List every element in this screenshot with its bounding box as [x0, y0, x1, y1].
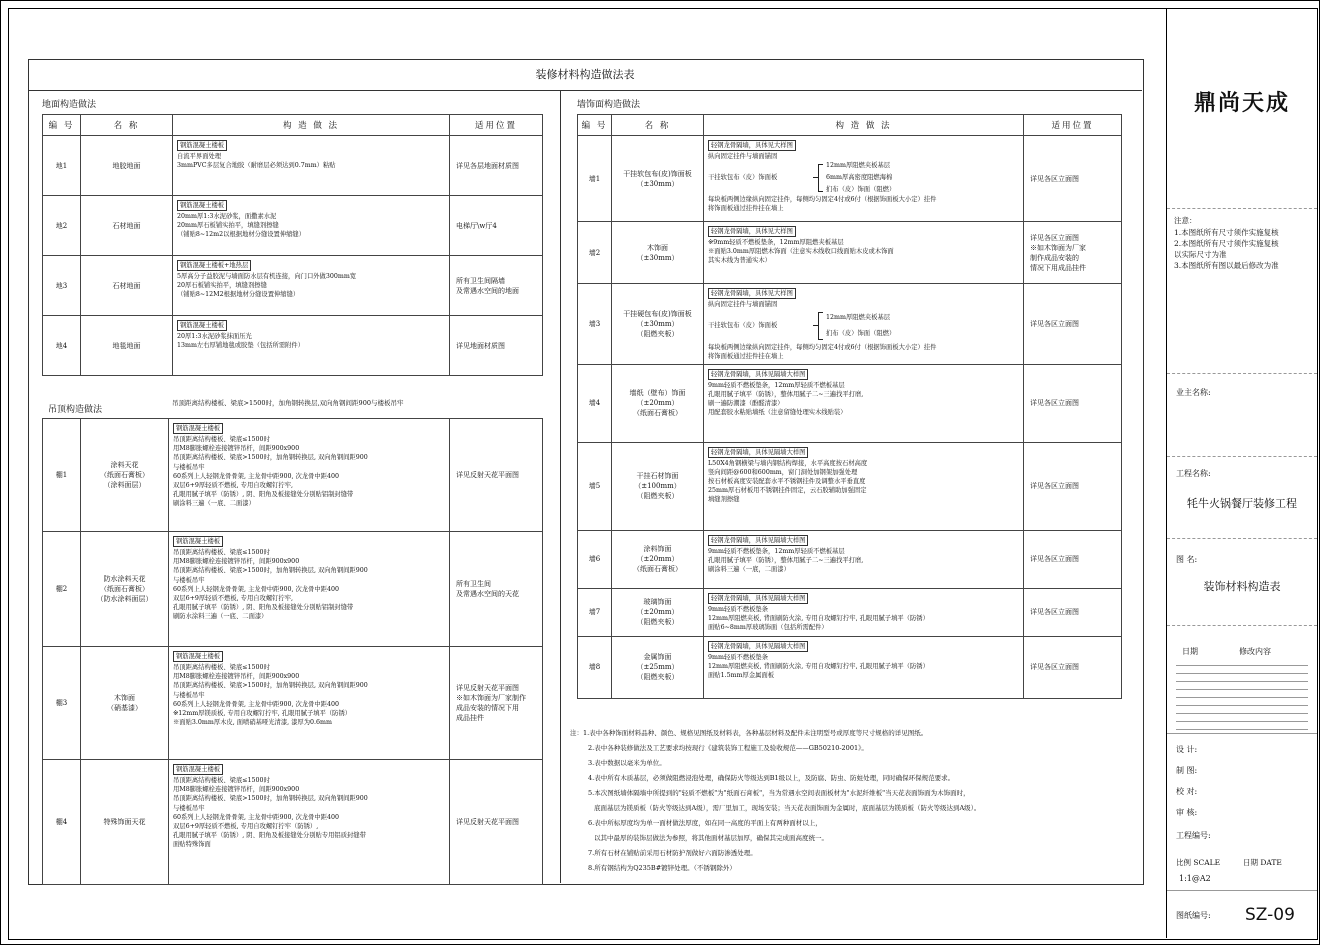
- ceiling-row: [43, 760, 543, 885]
- method-line: 20厚1:3水泥砂浆抹面压光: [177, 333, 252, 340]
- designer-label: 设 计:: [1176, 745, 1198, 754]
- header-method: 构 造 做 法: [704, 115, 1024, 136]
- name-line: （防水涂料面层）: [96, 595, 153, 603]
- layer-brace: [708, 161, 1019, 195]
- row-method: [173, 256, 450, 316]
- row-method: [173, 316, 450, 376]
- row-name: [612, 636, 704, 698]
- location-line: 详见各区立面图: [1030, 233, 1079, 242]
- wall-row: [578, 530, 1122, 588]
- method-line: 双层6+9厚轻质不燃板, 专用自攻螺钉拧牢（防锈）,: [173, 823, 319, 831]
- method-line: L50X4角钢横梁与墙内钢结构焊接，水平高度按石材高度: [708, 459, 868, 467]
- row-location: [450, 647, 543, 760]
- method-line: 13mm左右厚铺地毯或胶垫（包括所需附件）: [177, 342, 305, 350]
- row-method: [704, 636, 1024, 698]
- row-method: [704, 442, 1024, 530]
- name-line: 涂料天花: [110, 461, 139, 469]
- name-line: 防水涂料天花: [103, 575, 146, 583]
- floor-row: [43, 136, 543, 196]
- drawing-number: SZ-09: [1245, 905, 1295, 925]
- row-method: [169, 419, 450, 532]
- name-line: 玻璃饰面: [643, 598, 672, 607]
- method-line: 吊顶距离结构楼板、梁底≤1500时: [173, 664, 270, 671]
- method-line: 面贴1.5mm厚金属面板: [708, 672, 775, 680]
- notes-title: 注意：: [1174, 216, 1197, 225]
- row-location: [1024, 442, 1122, 530]
- header-location: 适用位置: [450, 115, 543, 136]
- checker-label: 校 对:: [1176, 787, 1198, 796]
- name-line: （硝基漆）: [107, 704, 142, 712]
- center-divider: [560, 91, 561, 883]
- row-location: [1024, 136, 1122, 222]
- method-line: （铺贴8~12m2以根据地材分缝设置伸缩缝）: [177, 231, 306, 239]
- location-line: 所有卫生间隔墙: [456, 276, 505, 285]
- method-line: 吊顶距离结构楼板、梁底≤1500时: [173, 549, 270, 556]
- floor-header-row: [43, 115, 543, 136]
- name-line: 地胶地面: [112, 161, 141, 170]
- wall-row: [578, 588, 1122, 636]
- reviewer-label: 审 核:: [1176, 808, 1198, 817]
- method-line: 9mm轻质不燃板垫条，12mm厚轻质不燃板基层: [708, 547, 845, 555]
- row-name: [81, 760, 169, 885]
- note-line: 3.表中数据以毫米为单位。: [588, 759, 666, 767]
- ceiling-table: [42, 418, 543, 885]
- drawing-name-label: 图 名:: [1176, 555, 1198, 564]
- name-line: 涂料饰面: [643, 545, 672, 554]
- method-line: 将饰面板通过挂件挂在墙上: [708, 205, 784, 213]
- header-method: 构 造 做 法: [173, 115, 450, 136]
- location-line: 及常遇水空间的地面: [456, 286, 519, 295]
- floor-table: [42, 114, 543, 376]
- row-location: [450, 256, 543, 316]
- row-location: [450, 136, 543, 196]
- ceiling-section-title: 吊顶构造做法: [48, 405, 103, 415]
- title-note: 以实际尺寸为准: [1174, 250, 1227, 259]
- method-line: 用M8膨胀螺栓连接镀锌吊杆，间距900x900: [173, 786, 300, 794]
- name-line: 地毯地面: [112, 341, 141, 350]
- header-name: 名 称: [81, 115, 173, 136]
- wall-row: [578, 364, 1122, 442]
- method-line: 吊顶距离结构楼板、梁底>1500时，加角钢转换层, 双向角钢间距900: [173, 795, 368, 803]
- note-line: 以其中最厚的装饰层做法为参照，将其他面材基层加厚，确保其完成面高度统一。: [594, 834, 828, 842]
- wall-row: [578, 284, 1122, 365]
- wall-row: [578, 222, 1122, 284]
- wall-row: [578, 442, 1122, 530]
- method-line: 9mm轻质不燃板垫条，12mm厚轻质不燃板基层: [708, 381, 845, 389]
- method-line: 刷防水涂料三遍（一底、二面漆）: [173, 613, 268, 621]
- row-name: [612, 222, 704, 284]
- divider: [1167, 208, 1317, 209]
- location-line: 成品安装的情况下用: [456, 704, 519, 712]
- name-line: 干挂软包布(皮)饰面板: [623, 169, 692, 178]
- method-line: 3mmPVC多层复合地胶（耐磨层必须达到0.7mm）粘贴: [177, 162, 336, 170]
- row-name: [81, 316, 173, 376]
- ceiling-section-note: 吊顶距离结构楼板、梁底>1500时，加角钢转换层,双向角钢间距900与楼板吊牢: [172, 399, 404, 407]
- method-line: 纵向固定挂件与墙面锚固: [708, 153, 778, 160]
- brace-lead: 干挂软包布（皮）饰面板: [708, 174, 778, 182]
- row-name: [612, 364, 704, 442]
- brace-item: 6mm厚高密度阻燃海棉: [826, 174, 893, 182]
- name-line: 墙纸（壁布）饰面: [629, 389, 686, 398]
- row-location: [1024, 364, 1122, 442]
- divider: [1167, 733, 1317, 734]
- row-location: [450, 316, 543, 376]
- row-code: 墙2: [578, 222, 612, 284]
- row-method: [704, 588, 1024, 636]
- project-name: 牦牛火锅餐厅装修工程: [1187, 497, 1297, 510]
- name-line: 石材地面: [112, 281, 141, 290]
- location-line: 详见各区立面图: [1030, 482, 1079, 491]
- wall-header-row: [578, 115, 1122, 136]
- location-line: 详见各区立面图: [1030, 399, 1079, 408]
- row-code: 墙4: [578, 364, 612, 442]
- row-location: [450, 532, 543, 647]
- floor-row: [43, 256, 543, 316]
- name-line: （±20mm）: [636, 399, 679, 408]
- title-note: 1.本图纸所有尺寸须作实施复核: [1174, 228, 1279, 237]
- base-layer-label: 轻钢龙骨隔墙，具体见隔墙大样图: [708, 535, 808, 546]
- location-line: 详见反射天花平面图: [456, 471, 519, 479]
- row-name: [612, 136, 704, 222]
- row-code: 墙8: [578, 636, 612, 698]
- header-location: 适用位置: [1024, 115, 1122, 136]
- drafter-label: 制 图:: [1176, 766, 1198, 775]
- method-line: 与楼板吊牢: [173, 691, 205, 699]
- name-line: 干挂石材饰面: [636, 472, 679, 481]
- note-line: 2.表中各种装修做法及工艺要求均按现行《建筑装饰工程施工及验收规范——GB50210-2001》。: [588, 744, 868, 752]
- header-name: 名 称: [612, 115, 704, 136]
- base-layer-label: 钢筋混凝土楼板+地热层: [177, 260, 251, 271]
- method-line: 与楼板吊牢: [173, 804, 205, 812]
- row-method: [704, 222, 1024, 284]
- brace-lead: 干挂软包布（皮）饰面板: [708, 322, 778, 330]
- method-line: 孔眼用腻子填平（防锈）, 阴、阳角及板接缝处分别贴铝制封缝带: [173, 491, 354, 499]
- row-code: 墙3: [578, 284, 612, 365]
- method-line: 其实木线为普通实木）: [708, 257, 771, 265]
- method-line: 20厚石板铺实拍平，填缝剂擦缝: [177, 282, 267, 290]
- base-layer-label: 钢筋混凝土楼板: [177, 200, 227, 211]
- row-name: [81, 647, 169, 760]
- method-line: 用配套胶水粘贴墙纸（注意留缝处理实木线贴装）: [708, 409, 847, 417]
- method-line: 60系列上人轻钢龙骨骨架, 主龙骨中距900, 次龙骨中距400: [173, 813, 339, 821]
- name-line: （阻燃夹板）: [636, 492, 679, 501]
- method-line: 与楼板吊牢: [173, 576, 205, 584]
- divider: [1167, 456, 1317, 457]
- wall-section-title: 墙饰面构造做法: [577, 100, 641, 110]
- row-code: 墙1: [578, 136, 612, 222]
- name-line: （±25mm）: [636, 663, 679, 672]
- row-name: [81, 136, 173, 196]
- header-code: 编 号: [578, 115, 612, 136]
- row-location: [450, 419, 543, 532]
- note-line: 7.所有石材在铺贴前采用石材防护剂做好六面防渗透处理。: [588, 849, 757, 857]
- location-line: 详见各区立面图: [1030, 174, 1079, 183]
- row-code: 地2: [43, 196, 81, 256]
- location-line: 详见各区立面图: [1030, 555, 1079, 564]
- scale-value: 1:1@A2: [1179, 874, 1211, 883]
- name-line: 特殊饰面天花: [103, 818, 146, 826]
- method-line: 9mm轻质不燃板垫条: [708, 653, 769, 661]
- base-layer-label: 钢筋混凝土楼板: [173, 651, 223, 662]
- base-layer-label: 钢筋混凝土楼板: [173, 536, 223, 547]
- location-line: 详见各区立面图: [1030, 608, 1079, 617]
- floor-section-title: 地面构造做法: [42, 100, 97, 110]
- wall-table: [577, 114, 1122, 699]
- date-label: 日期 DATE: [1243, 858, 1282, 867]
- title-block: [1166, 8, 1317, 938]
- method-line: 面贴特殊饰面: [173, 841, 211, 849]
- name-line: 干挂硬包布(皮)饰面板: [623, 309, 692, 318]
- location-line: 电梯厅\w厅4: [456, 221, 497, 230]
- revision-date-label: 日期: [1182, 647, 1198, 656]
- base-layer-label: 钢筋混凝土楼板: [173, 764, 223, 775]
- name-line: （±30mm）: [636, 253, 679, 262]
- note-line: 5.本次图纸墙体隔墙中所提到的"轻质不燃板"为"纸面石膏板"，当为常遇水空间表面板材为"水泥纤维板"当天花表面饰面为木饰面时，: [588, 789, 970, 797]
- method-line: ※面贴3.0mm厚木皮, 面喷硝基哑光清漆, 漆厚为0.6mm: [173, 719, 332, 727]
- row-code: 墙5: [578, 442, 612, 530]
- method-line: 吊顶距离结构楼板、梁底>1500时，加角钢转换层, 双向角钢间距900: [173, 682, 368, 690]
- name-line: （±30mm）: [636, 319, 679, 328]
- location-line: 制作成品安装的: [1030, 253, 1079, 262]
- method-line: 60系列上人轻钢龙骨骨架, 主龙骨中距900, 次龙骨中距400: [173, 585, 339, 593]
- row-code: 棚3: [43, 647, 81, 760]
- method-line: 双层6+9厚轻质不燃板, 专用自攻螺钉拧牢,: [173, 482, 294, 490]
- base-layer-label: 钢筋混凝土楼板: [177, 140, 227, 151]
- wall-row: [578, 136, 1122, 222]
- row-method: [169, 760, 450, 885]
- brace-item: 12mm厚阻燃夹板基层: [826, 162, 891, 170]
- name-line: （纸面石膏板）: [633, 409, 682, 418]
- brace-item: 扪布（皮）饰面（阻燃）: [826, 186, 896, 194]
- name-line: （涂料面层）: [103, 481, 146, 489]
- ceiling-row: [43, 419, 543, 532]
- location-line: 详见反射天花平面图: [456, 684, 519, 692]
- row-method: [169, 647, 450, 760]
- method-line: 20mm厚石板铺实拍平，填缝剂擦缝: [177, 222, 279, 230]
- row-method: [704, 364, 1024, 442]
- method-line: 孔眼用腻子填平（防锈）, 阴、阳角及板接缝处分别贴专用铝质封缝带: [173, 832, 366, 840]
- scale-label: 比例 SCALE: [1176, 858, 1221, 867]
- row-method: [704, 284, 1024, 365]
- method-line: 60系列上人轻钢龙骨骨架, 主龙骨中距900, 次龙骨中距400: [173, 472, 339, 480]
- base-layer-label: 轻钢龙骨隔墙，具体见隔墙大样图: [708, 447, 808, 458]
- base-layer-label: 轻钢龙骨隔墙，具体见隔墙大样图: [708, 369, 808, 380]
- method-line: 刷一遍防潮漆（酚醛清漆）: [708, 400, 784, 408]
- base-layer-label: 钢筋混凝土楼板: [177, 320, 227, 331]
- row-location: [450, 760, 543, 885]
- row-code: 棚2: [43, 532, 81, 647]
- divider: [1167, 373, 1317, 374]
- name-line: （±20mm）: [636, 608, 679, 617]
- base-layer-label: 轻钢龙骨隔墙，具体见隔墙大样图: [708, 593, 808, 604]
- brace-line: [818, 164, 823, 192]
- name-line: 石材地面: [112, 221, 141, 230]
- location-line: ※如木饰面为厂家: [1030, 243, 1086, 252]
- divider: [1167, 538, 1317, 539]
- method-line: 竖向间距@600和600mm，窗门洞处加钢架加强处理: [708, 468, 858, 476]
- method-line: 20mm厚1:3水泥砂浆，面撒素水泥: [177, 213, 277, 220]
- location-line: 所有卫生间: [456, 580, 491, 588]
- layer-brace: [708, 309, 1019, 343]
- row-location: [1024, 222, 1122, 284]
- row-name: [81, 532, 169, 647]
- brace-item: 12mm厚阻燃夹板基层: [826, 314, 891, 322]
- base-layer-label: 轻钢龙骨隔墙，具体见大样图: [708, 140, 796, 151]
- location-line: 及常遇水空间的天花: [456, 590, 519, 598]
- method-line: ※面贴3.0mm厚阻燃木饰面（注意实木线收口线面贴木皮或木饰面: [708, 248, 894, 256]
- method-line: 用M8膨胀螺栓连接镀锌吊杆，间距900x900: [173, 673, 300, 681]
- base-layer-label: 钢筋混凝土楼板: [173, 423, 223, 434]
- row-name: [612, 588, 704, 636]
- base-layer-label: 轻钢龙骨隔墙，具体见隔墙大样图: [708, 641, 808, 652]
- method-line: ※12mm厚镁质板, 专用自攻螺钉拧牢, 孔眼用腻子填平（防锈）: [173, 710, 352, 718]
- base-layer-label: 轻钢龙骨隔墙，具体见大样图: [708, 288, 796, 299]
- method-line: 12mm厚阻燃夹板, 背面刷防火涂, 专用自攻螺钉拧牢, 孔眼用腻子填平（防锈）: [708, 614, 929, 622]
- method-line: 按石材板高度安装配套水平不锈钢挂件及调整水平垂直度: [708, 478, 866, 486]
- method-line: 吊顶距离结构楼板、梁底≤1500时: [173, 777, 270, 784]
- company-name: 鼎尚天成: [1193, 90, 1290, 116]
- name-line: （纸面石膏板）: [633, 565, 682, 574]
- method-line: 双层6+9厚轻质不燃板, 专用自攻螺钉拧牢,: [173, 595, 294, 603]
- location-line: 详见各区立面图: [1030, 319, 1079, 328]
- location-line: 成品挂件: [456, 714, 484, 722]
- title-note: 3.本图纸所有图以最后修改为准: [1174, 261, 1279, 270]
- divider: [1167, 625, 1317, 626]
- method-line: 孔眼用腻子填平（防锈），整体用腻子二~三遍找平打磨,: [708, 556, 864, 564]
- row-name: [612, 442, 704, 530]
- row-location: [1024, 636, 1122, 698]
- name-line: 木饰面: [114, 694, 135, 702]
- row-method: [173, 136, 450, 196]
- brace-line: [818, 312, 823, 340]
- row-location: [450, 196, 543, 256]
- method-line: 吊顶距离结构楼板、梁底≤1500时: [173, 436, 270, 443]
- method-line: 面贴6~8mm厚玻璃饰面（包括所需配件）: [708, 624, 828, 632]
- note-line: 8.所有钢结构为Q235B#镀锌处理。（不锈钢除外）: [588, 864, 736, 872]
- method-line: 用M8膨胀螺栓连接镀锌吊杆，间距900x900: [173, 445, 300, 453]
- divider: [1167, 890, 1317, 891]
- name-line: （±100mm）: [634, 482, 681, 491]
- header-code: 编 号: [43, 115, 81, 136]
- method-line: 孔眼用腻子填平（防锈）, 阴、阳角及板接缝处分别贴铝制封缝带: [173, 604, 354, 612]
- row-code: 墙7: [578, 588, 612, 636]
- note-line: 注：1.表中各种饰面材料品种、颜色、规格见图纸及材料表，各种基层材料及配件未注明型号或厚度等尺寸规格的详见图纸。: [570, 729, 928, 737]
- drawing-number-label: 图纸编号:: [1176, 911, 1211, 920]
- project-number-label: 工程编号:: [1176, 831, 1211, 840]
- page-title: 装修材料构造做法表: [535, 68, 635, 81]
- row-code: 墙6: [578, 530, 612, 588]
- floor-row: [43, 196, 543, 256]
- method-line: 将饰面板通过挂件挂在墙上: [708, 353, 784, 361]
- method-line: 吊顶距离结构楼板、梁底>1500时，加角钢转换层, 双向角钢间距900: [173, 567, 368, 575]
- name-line: （阻燃夹板）: [636, 618, 679, 627]
- method-line: 刷涂料三遍（一底、二面漆）: [173, 500, 255, 508]
- ceiling-row: [43, 647, 543, 760]
- row-name: [612, 284, 704, 365]
- floor-row: [43, 316, 543, 376]
- method-line: 填缝剂擦缝: [708, 496, 740, 504]
- method-line: 12mm厚阻燃夹板, 背面刷防火涂, 专用自攻螺钉拧牢, 孔眼用腻子填平（防锈）: [708, 662, 929, 670]
- method-line: 自流平界面处理: [177, 153, 222, 160]
- name-line: （阻燃夹板）: [636, 329, 679, 338]
- name-line: （纸面石膏板）: [100, 471, 149, 479]
- row-method: [173, 196, 450, 256]
- method-line: （铺贴8~12M2根据地材分缝设置伸缩缝）: [177, 291, 300, 299]
- note-line: 6.表中所标厚度均为单一面材做法厚度，如在同一高度的平面上有两种面材以上，: [588, 819, 822, 827]
- method-line: 与楼板吊牢: [173, 463, 205, 471]
- revision-content-label: 修改内容: [1239, 647, 1271, 656]
- location-line: ※如木饰面为厂家制作: [456, 694, 526, 702]
- method-line: 吊顶距离结构楼板、梁底>1500时，加角钢转换层, 双向角钢间距900: [173, 454, 368, 462]
- row-method: [704, 530, 1024, 588]
- method-line: 孔眼用腻子填平（防锈），整体用腻子二~三遍找平打磨,: [708, 390, 864, 398]
- row-code: 棚1: [43, 419, 81, 532]
- row-name: [81, 196, 173, 256]
- method-line: 纵向固定挂件与墙面锚固: [708, 301, 778, 308]
- general-notes: [570, 726, 1130, 876]
- method-line: 每块板两侧边缘纵向固定挂件，每侧均匀固定4付或6付（根据饰面板大小定）挂件: [708, 196, 937, 204]
- wall-row: [578, 636, 1122, 698]
- title-divider: [28, 90, 1142, 91]
- row-code: 地1: [43, 136, 81, 196]
- method-line: 9mm轻质不燃板垫条: [708, 605, 769, 613]
- method-line: 5厚高分子益胶泥与墙面防水层有机连接，向门口外做300mm宽: [177, 273, 357, 280]
- location-line: 情况下用成品挂件: [1030, 263, 1086, 272]
- row-location: [1024, 284, 1122, 365]
- row-method: [704, 136, 1024, 222]
- method-line: 60系列上人轻钢龙骨骨架, 主龙骨中距900, 次龙骨中距400: [173, 700, 339, 708]
- method-line: 25mm厚石材板用不锈钢挂件固定，云石胶辅助加强固定: [708, 487, 867, 495]
- location-line: 详见地面材质图: [456, 341, 505, 350]
- method-line: ※9mm轻质不燃板垫条，12mm厚阻燃夹板基层: [708, 239, 844, 246]
- name-line: （纸面石膏板）: [100, 585, 149, 593]
- location-line: 详见反射天花平面图: [456, 818, 519, 826]
- row-code: 地4: [43, 316, 81, 376]
- location-line: 详见各层地面材质图: [456, 161, 519, 170]
- name-line: （阻燃夹板）: [636, 673, 679, 682]
- base-layer-label: 轻钢龙骨隔墙，具体见大样图: [708, 226, 796, 237]
- name-line: （±30mm）: [636, 179, 679, 188]
- project-label: 工程名称:: [1176, 469, 1211, 478]
- name-line: 金属饰面: [643, 653, 672, 662]
- owner-label: 业主名称:: [1176, 388, 1211, 397]
- row-method: [169, 532, 450, 647]
- name-line: （±20mm）: [636, 555, 679, 564]
- drawing-name: 装饰材料构造表: [1203, 580, 1281, 593]
- row-name: [612, 530, 704, 588]
- revision-table: [1176, 658, 1308, 730]
- row-location: [1024, 530, 1122, 588]
- brace-item: 扪布（皮）饰面（阻燃）: [826, 330, 896, 338]
- method-line: 用M8膨胀螺栓连接镀锌吊杆，间距900x900: [173, 558, 300, 566]
- ceiling-row: [43, 532, 543, 647]
- name-line: 木饰面: [647, 243, 668, 252]
- row-location: [1024, 588, 1122, 636]
- row-code: 棚4: [43, 760, 81, 885]
- location-line: 详见各区立面图: [1030, 663, 1079, 672]
- method-line: 刷涂料三遍（一底，二面漆）: [708, 566, 790, 574]
- row-name: [81, 419, 169, 532]
- note-line: 4.表中所有木质基层，必须做阻燃浸泡处理，确保防火等级达到B1级以上，及防腐、防虫、防蛀处理，同时确保环保规范要求。: [588, 774, 955, 782]
- note-line: 底面基层为镁质板（防火等级达到A级），需厂里加工，现场安装；当天花表面饰面为金属时，底面基层为镁质板（防火等级达到A级）。: [594, 804, 981, 812]
- title-note: 2.本图纸所有尺寸须作实施复核: [1174, 239, 1279, 248]
- row-code: 地3: [43, 256, 81, 316]
- row-name: [81, 256, 173, 316]
- method-line: 每块板两侧边缘纵向固定挂件，每侧均匀固定4付或6付（根据饰面板大小定）挂件: [708, 344, 937, 352]
